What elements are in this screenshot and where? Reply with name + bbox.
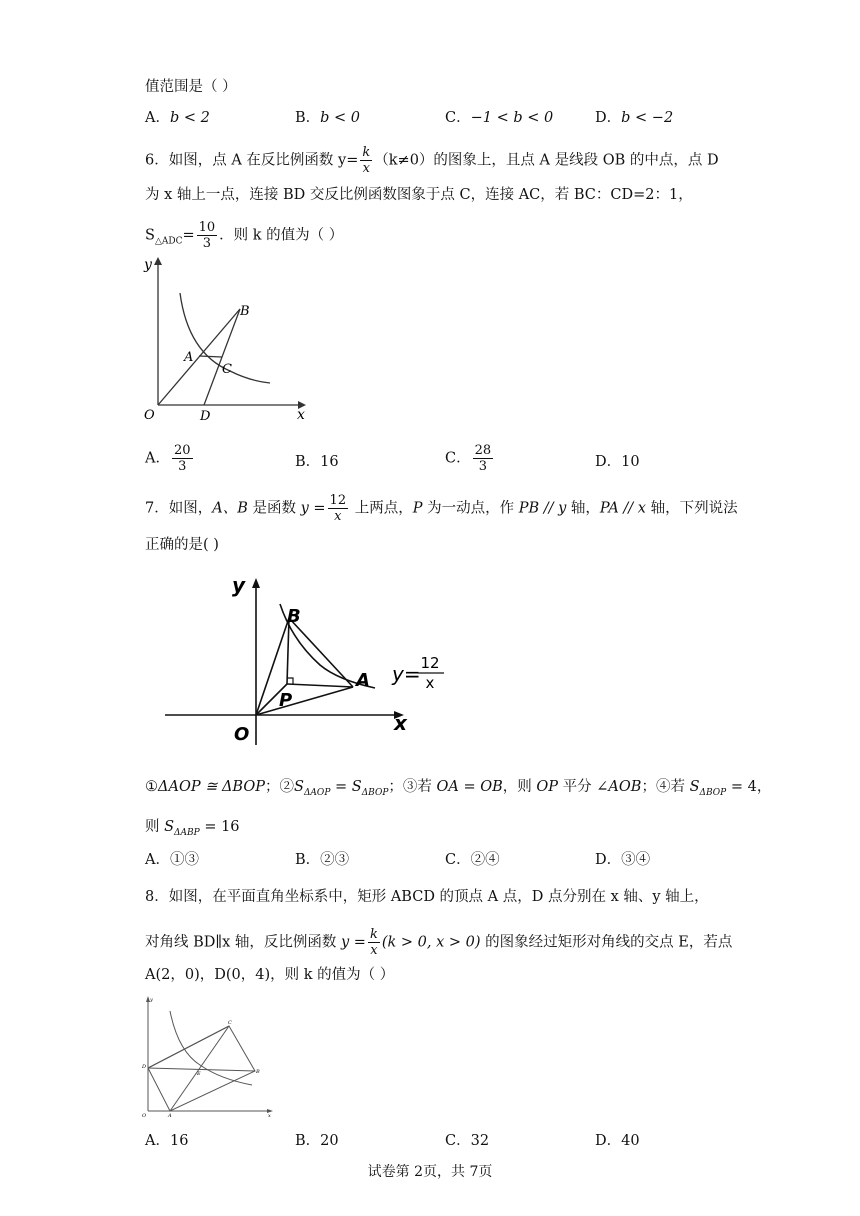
option-label: C． [445, 110, 471, 126]
q7-statements-line2: 则 $S_{\Delta ABP} = 16$ [145, 819, 240, 838]
fig-label-b: B [256, 1069, 260, 1075]
q8-line1: 8．如图，在平面直角坐标系中，矩形 ABCD 的顶点 A 点，D 点分别在 x 轴、y 轴上， [145, 889, 709, 905]
fig-func-den: x [425, 674, 435, 692]
fig-label-a: A [184, 350, 194, 365]
page-footer: 试卷第 2页，共 7页 [367, 1164, 493, 1180]
q6-option-b[interactable]: B．16 [295, 454, 339, 470]
q7-figure [160, 570, 460, 750]
fig-label-y: y [144, 257, 152, 273]
q7-option-d[interactable]: D．③④ [595, 852, 651, 868]
fig-label-p: P [279, 690, 293, 711]
option-text: b < −2 [621, 110, 674, 126]
q8-option-d[interactable]: D．40 [595, 1133, 640, 1149]
fig-label-c: C [222, 362, 232, 377]
q6-option-c[interactable]: C． $\frac{28}{3}$ [445, 443, 492, 474]
q5-tail: 值范围是（ ） [145, 79, 237, 95]
q8-option-b[interactable]: B．20 [295, 1133, 339, 1149]
q8-figure [140, 993, 280, 1118]
q8-option-a[interactable]: A．16 [145, 1133, 189, 1149]
fig-label-x: x [394, 711, 407, 735]
fig-label-d: D [200, 409, 211, 424]
option-label: B． [295, 110, 321, 126]
fig-label-e: E [197, 1071, 201, 1077]
q8-line2: 对角线 BD∥x 轴，反比例函数 y = $\frac{k}{x}$ (k > 0, x > 0) 的图象经过矩形对角线的交点 E，若点 [145, 927, 733, 958]
q5-option-d[interactable] [595, 108, 673, 128]
fig-func-lhs: y= [392, 662, 421, 686]
fig-label-d: D [142, 1064, 147, 1070]
q6-line2: 为 x 轴上一点，连接 BD 交反比例函数图象于点 C，连接 AC，若 BC：CD=2：1， [145, 187, 693, 203]
option-text: −1 < b < 0 [470, 110, 554, 126]
q7-line1: 7．如图，A、B 是函数 y = $\frac{12}{x}$ 上两点，P 为一动点，作 PB // y 轴，PA // x 轴，下列说法 [145, 493, 738, 524]
option-text: b < 0 [320, 110, 361, 126]
q6-line1: 6．如图，点 A 在反比例函数 y= $\frac{k}{x}$ （k≠0）的图象上，且点 A 是线段 OB 的中点，点 D [145, 145, 719, 176]
q6-frac: $\frac{k}{x}$ [362, 145, 371, 176]
q7-option-b[interactable]: B．②③ [295, 852, 350, 868]
fig-label-o: O [234, 724, 250, 745]
q7-statements: ①ΔAOP ≅ ΔBOP；$②S_{\Delta AOP} = S_{\Delta BOP}$；③若 OA = OB，则 OP 平分 ∠AOB；④若 $S_{\Delta BOP} = 4$， [145, 779, 772, 798]
fig-label-y: y [232, 573, 246, 597]
q7-option-a[interactable]: A．①③ [145, 852, 199, 868]
fig-label-o: O [144, 408, 155, 423]
q6-option-a[interactable]: A． $\frac{20}{3}$ [145, 443, 191, 474]
q5-option-b[interactable] [295, 108, 360, 128]
fig-func-num: 12 [420, 654, 440, 672]
q5-option-a[interactable] [145, 108, 210, 128]
q8-line3: A(2，0)，D(0，4)，则 k 的值为（ ） [145, 967, 395, 983]
fig-label-c: C [228, 1020, 232, 1026]
fig-label-b: B [240, 304, 250, 319]
q6-option-d[interactable]: D．10 [595, 454, 640, 470]
q5-option-c[interactable] [445, 108, 553, 128]
option-label: D． [595, 110, 622, 126]
q7-line2: 正确的是( ) [145, 537, 219, 553]
fig-label-x: x [268, 1113, 271, 1118]
option-text: b < 2 [169, 110, 210, 126]
q6-figure [140, 253, 315, 428]
fig-label-x: x [297, 407, 305, 423]
fig-label-a: A [356, 670, 370, 691]
fig-label-a: A [168, 1113, 172, 1118]
fig-label-o: O [142, 1113, 147, 1118]
fig-label-y: y [150, 997, 153, 1003]
q8-option-c[interactable]: C．32 [445, 1133, 490, 1149]
q6-line3: $S_{\triangle ADC}=$ $\frac{10}{3}$ ．则 k 的值为（ ） [145, 220, 344, 251]
fig-label-b: B [287, 606, 301, 627]
q7-option-c[interactable]: C．②④ [445, 852, 500, 868]
option-label: A． [145, 110, 170, 126]
